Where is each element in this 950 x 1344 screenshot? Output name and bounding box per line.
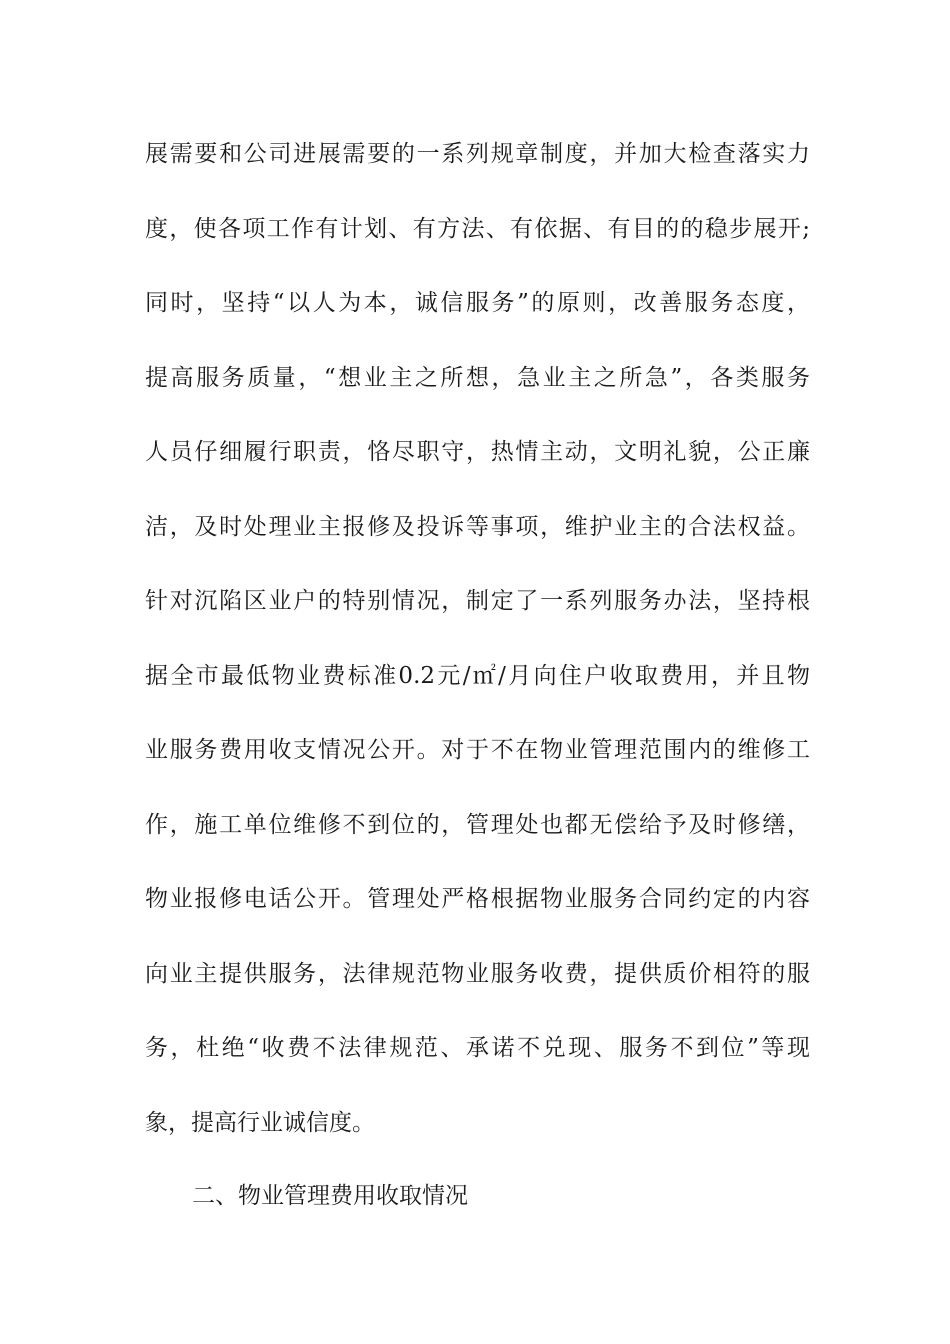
paragraph-line: 物业报修电话公开。管理处严格根据物业服务合同约定的内容 (145, 886, 810, 912)
paragraph-line: 度，使各项工作有计划、有方法、有依据、有目的的稳步展开; (145, 215, 810, 242)
paragraph-line: 洁，及时处理业主报修及投诉等事项，维护业主的合法权益。 (145, 513, 810, 540)
paragraph-line: 象，提高行业诚信度。 (145, 1109, 375, 1136)
paragraph-line: 提高服务质量，“想业主之所想，急业主之所急”，各类服务 (145, 364, 810, 391)
paragraph-line: 作，施工单位维修不到位的，管理处也都无偿给予及时修缮， (145, 811, 810, 838)
paragraph-line: 同时，坚持“以人为本，诚信服务”的原则，改善服务态度， (145, 290, 810, 316)
body-paragraph (145, 132, 810, 1175)
paragraph-line: 展需要和公司进展需要的一系列规章制度，并加大检查落实力 (145, 141, 810, 167)
paragraph-line: 业服务费用收支情况公开。对于不在物业管理范围内的维修工 (145, 737, 810, 763)
paragraph-line: 针对沉陷区业户的特别情况，制定了一系列服务办法，坚持根 (145, 588, 810, 614)
section-heading: 二、物业管理费用收取情况 (192, 1183, 468, 1209)
paragraph-line: 人员仔细履行职责，恪尽职守，热情主动，文明礼貌，公正廉 (145, 439, 810, 465)
paragraph-line: 据全市最低物业费标准0.2元/㎡/月向住户收取费用，并且物 (145, 662, 810, 689)
paragraph-line: 向业主提供服务，法律规范物业服务收费，提供质价相符的服 (145, 960, 810, 987)
paragraph-line: 务，杜绝“收费不法律规范、承诺不兑现、服务不到位”等现 (145, 1035, 810, 1061)
